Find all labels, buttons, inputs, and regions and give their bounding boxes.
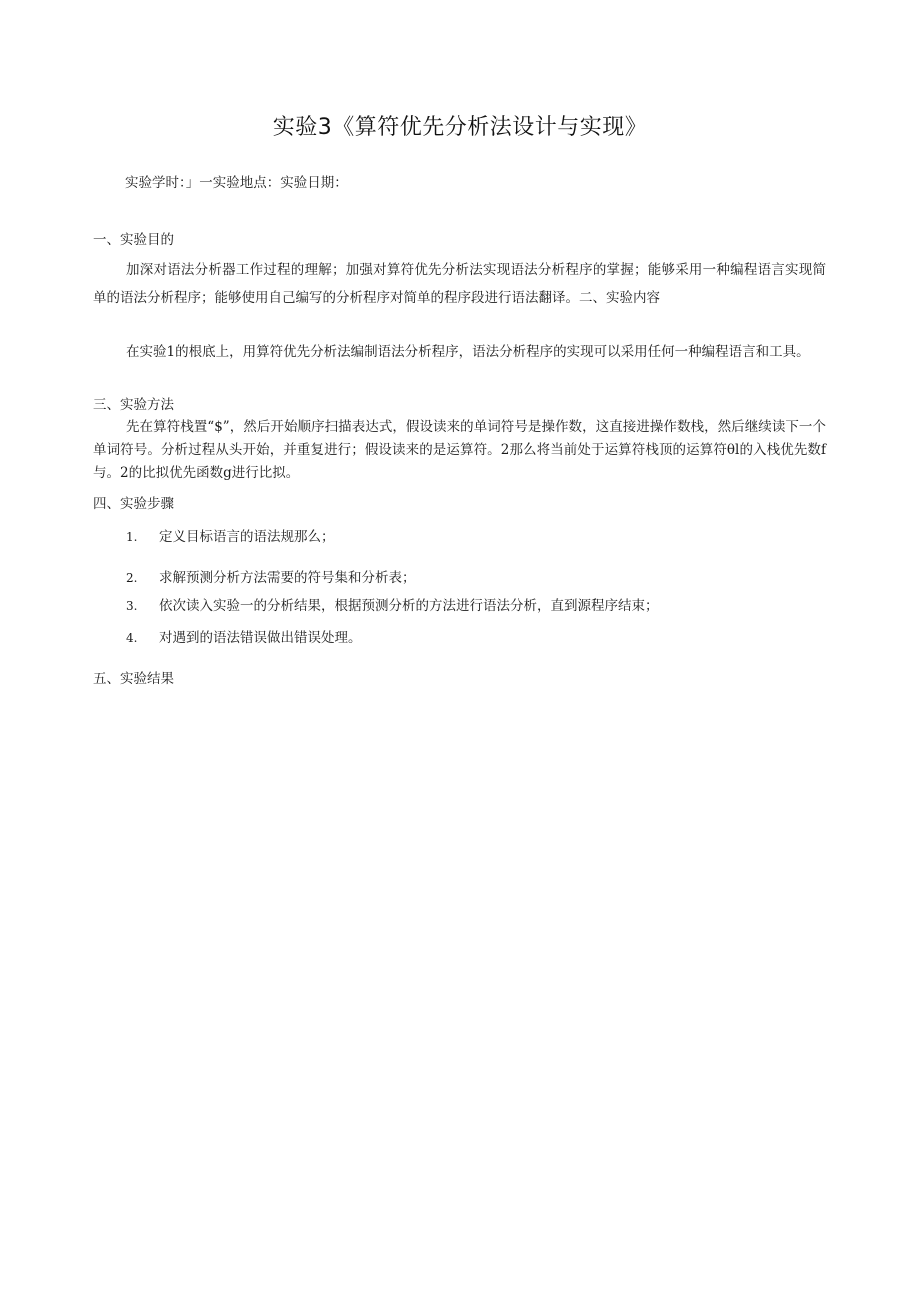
section-text-content: 在实验1的根底上，用算符优先分析法编制语法分析程序，语法分析程序的实现可以采用任何一种编程语言和工具。	[126, 344, 810, 360]
experiment-meta-line: 实验学时：」一实验地点：实验日期：	[125, 175, 348, 191]
section-heading-results: 五、实验结果	[93, 671, 174, 687]
step-text: 依次读入实验一的分析结果，根据预测分析的方法进行语法分析，直到源程序结束；	[159, 598, 659, 614]
step-number: 3.	[126, 599, 138, 613]
step-item	[126, 526, 335, 548]
section-heading-method: 三、实验方法	[93, 397, 174, 413]
step-item	[126, 627, 362, 649]
page-title: 实验3《算符优先分析法设计与实现》	[272, 115, 648, 140]
section-text-method: 先在算符栈置“$”，然后开始顺序扫描表达式，假设读来的单词符号是操作数，这直接进操作数栈，然后继续读下一个单词符号。分析过程从头开始，并重复进行；假设读来的是运算符。2那么将当前处于运算符栈顶的运算符θl的入栈优先数f与。2的比拟优先函数g进行比拟。	[93, 419, 826, 481]
section-text-aim: 加深对语法分析器工作过程的理解；加强对算符优先分析法实现语法分析程序的掌握；能够采用一种编程语言实现简单的语法分析程序；能够使用自己编写的分析程序对简单的程序段进行语法翻译。二、实验内容	[93, 262, 826, 306]
step-item	[126, 567, 416, 589]
step-text: 定义目标语言的语法规那么；	[159, 529, 335, 545]
step-item	[126, 595, 659, 617]
step-number: 1.	[126, 530, 138, 544]
section-heading-aim: 一、实验目的	[93, 232, 174, 248]
step-text: 对遇到的语法错误做出错误处理。	[159, 630, 362, 646]
step-text: 求解预测分析方法需要的符号集和分析表；	[159, 570, 416, 586]
step-number: 4.	[126, 631, 138, 645]
step-number: 2.	[126, 571, 138, 585]
section-heading-steps: 四、实验步骤	[93, 496, 174, 512]
